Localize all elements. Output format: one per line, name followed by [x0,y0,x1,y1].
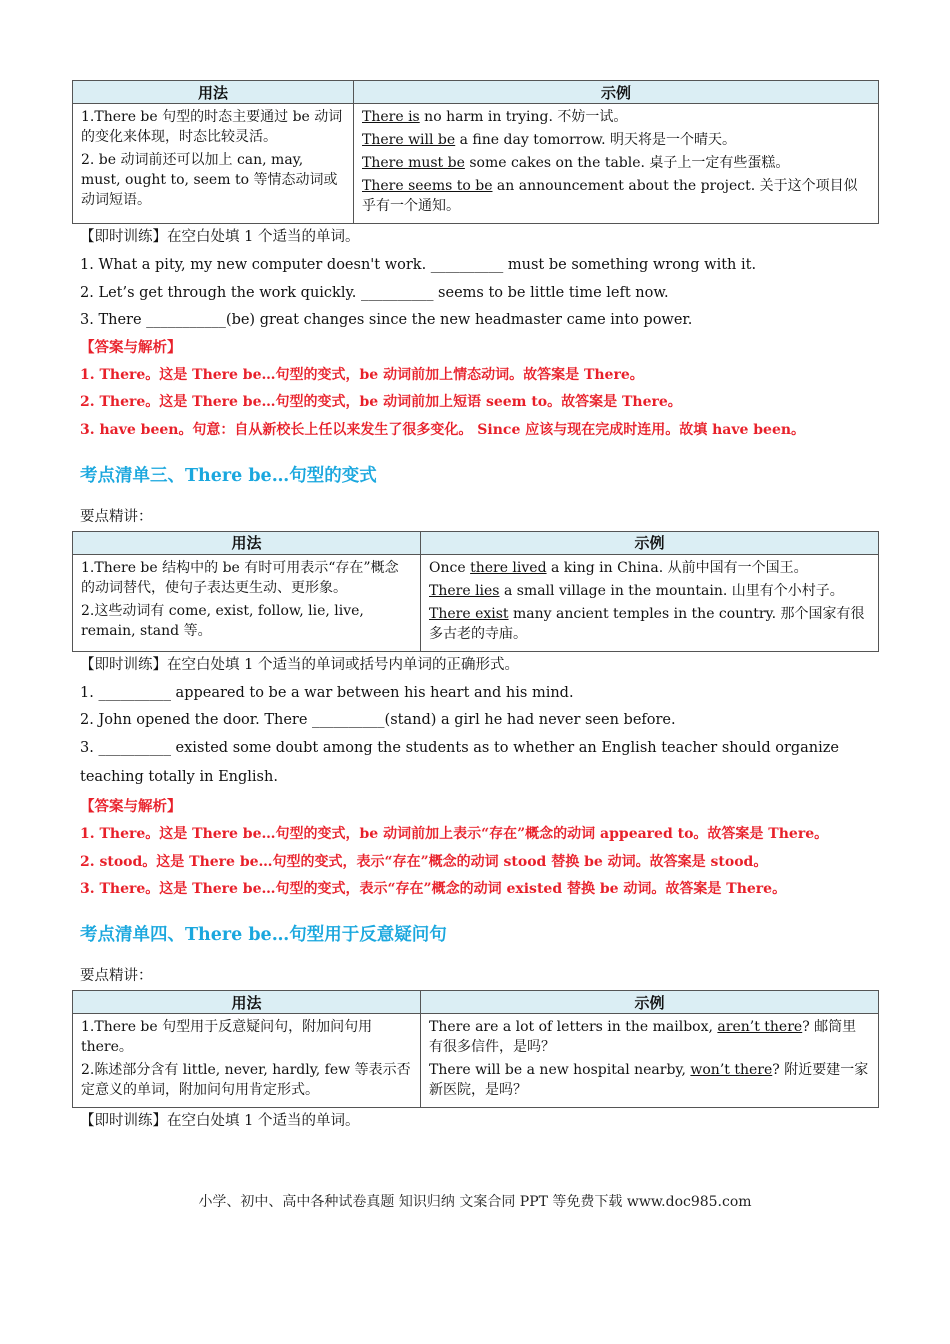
usage-point: 2. be 动词前还可以加上 can, may, must, ought to, seem to 等情态动词或动词短语。 [81,152,338,208]
answer-item: 1. There。这是 There be…句型的变式，be 动词前加上表示“存在”概念的动词 appeared to。故答案是 There。 [80,826,829,842]
practice-list [72,255,878,330]
practice-item: 1. __________ appeared to be a war between his heart and his mind. [80,684,574,701]
section-title: 考点清单三、There be…句型的变式 [80,465,377,486]
underlined-phrase: won’t there [690,1062,773,1078]
table-header-usage: 用法 [73,81,354,104]
practice-heading: 【即时训练】在空白处填 1 个适当的单词或括号内单词的正确形式。 [80,656,519,673]
practice-item: 1. What a pity, my new computer doesn't work. __________ must be something wrong with it. [80,257,757,273]
underlined-phrase: There seems to be [362,178,493,194]
underlined-phrase: there lived [470,559,547,576]
underlined-phrase: There must be [362,155,465,171]
example-line: There exist many ancient temples in the country. 那个国家有很多古老的寺庙。 [429,605,865,642]
example-line: There are a lot of letters in the mailbox, aren’t there? 邮筒里有很多信件，是吗？ [429,1019,857,1055]
section-subtitle: 要点精讲： [80,968,153,984]
practice-item: 3. __________ existed some doubt among the students as to whether an English teacher should organize teaching totally in English. [80,739,839,785]
table-header-example: 示例 [354,81,879,104]
section-title: 考点清单四、There be…句型用于反意疑问句 [80,925,447,945]
practice-heading: 【即时训练】在空白处填 1 个适当的单词。 [80,1113,360,1129]
answer-item: 2. stood。这是 There be…句型的变式，表示“存在”概念的动词 stood 替换 be 动词。故答案是 stood。 [80,853,768,870]
usage-cell [73,554,421,651]
answer-list [72,824,878,899]
practice-item: 2. Let’s get through the work quickly. __________ seems to be little time left now. [80,284,669,301]
table-header-usage: 用法 [73,991,421,1014]
answer-list [72,365,878,440]
underlined-phrase: There lies [429,582,500,599]
example-line: Once there lived a king in China. 从前中国有一个国王。 [429,559,808,576]
answer-heading: 【答案与解析】 [80,338,182,356]
answer-item: 3. have been。句意：自从新校长上任以来发生了很多变化。 Since 应该与现在完成时连用。故填 have been。 [80,421,806,438]
usage-point: 1.There be 结构中的 be 有时可用表示“存在”概念的动词替代，使句子表达更生动、更形象。 [81,559,399,596]
section-subtitle: 要点精讲： [80,508,153,525]
usage-point: 2.陈述部分含有 little, never, hardly, few 等表示否定意义的单词，附加问句用肯定形式。 [81,1062,411,1098]
example-cell [354,104,879,224]
example-line: There will be a fine day tomorrow. 明天将是一个晴天。 [362,132,736,148]
answer-item: 2. There。这是 There be…句型的变式，be 动词前加上短语 seem to。故答案是 There。 [80,394,682,410]
answer-item: 3. There。这是 There be…句型的变式，表示“存在”概念的动词 existed 替换 be 动词。故答案是 There。 [80,881,787,897]
example-line: There must be some cakes on the table. 桌子上一定有些蛋糕。 [362,155,790,171]
underlined-phrase: There exist [429,605,509,622]
usage-point: 1.There be 句型的时态主要通过 be 动词的变化来体现，时态比较灵活。 [81,109,343,145]
practice-list [72,683,878,792]
practice-item: 3. There ___________(be) great changes since the new headmaster came into power. [80,312,693,328]
underlined-phrase: There will be [362,132,456,148]
practice-heading: 【即时训练】在空白处填 1 个适当的单词。 [80,229,360,245]
table-header-example: 示例 [421,991,879,1014]
example-line: There lies a small village in the mountain. 山里有个小村子。 [429,582,844,599]
practice-item: 2. John opened the door. There __________(stand) a girl he had never seen before. [80,712,676,728]
example-cell [421,554,879,651]
usage-cell [73,104,354,224]
usage-table-2 [72,531,879,652]
usage-table-1 [72,80,879,224]
table-header-usage: 用法 [73,531,421,554]
example-line: There is no harm in trying. 不妨一试。 [362,109,628,125]
example-line: There seems to be an announcement about the project. 关于这个项目似乎有一个通知。 [362,178,858,214]
usage-point: 1.There be 句型用于反意疑问句，附加问句用 there。 [81,1019,373,1055]
answer-item: 1. There。这是 There be…句型的变式，be 动词前加上情态动词。故答案是 There。 [80,366,644,383]
underlined-phrase: There is [362,109,420,125]
answer-heading: 【答案与解析】 [80,798,182,815]
usage-table-3 [72,990,879,1108]
underlined-phrase: aren’t there [717,1019,803,1035]
usage-cell [73,1014,421,1108]
page-footer: 小学、初中、高中各种试卷真题 知识归纳 文案合同 PPT 等免费下载 www.doc985.com [198,1194,752,1210]
usage-point: 2.这些动词有 come, exist, follow, lie, live, remain, stand 等。 [81,602,364,639]
example-line: There will be a new hospital nearby, won’t there? 附近要建一家新医院，是吗？ [429,1062,869,1098]
example-cell [421,1014,879,1108]
table-header-example: 示例 [421,531,879,554]
document-page [72,80,878,1131]
